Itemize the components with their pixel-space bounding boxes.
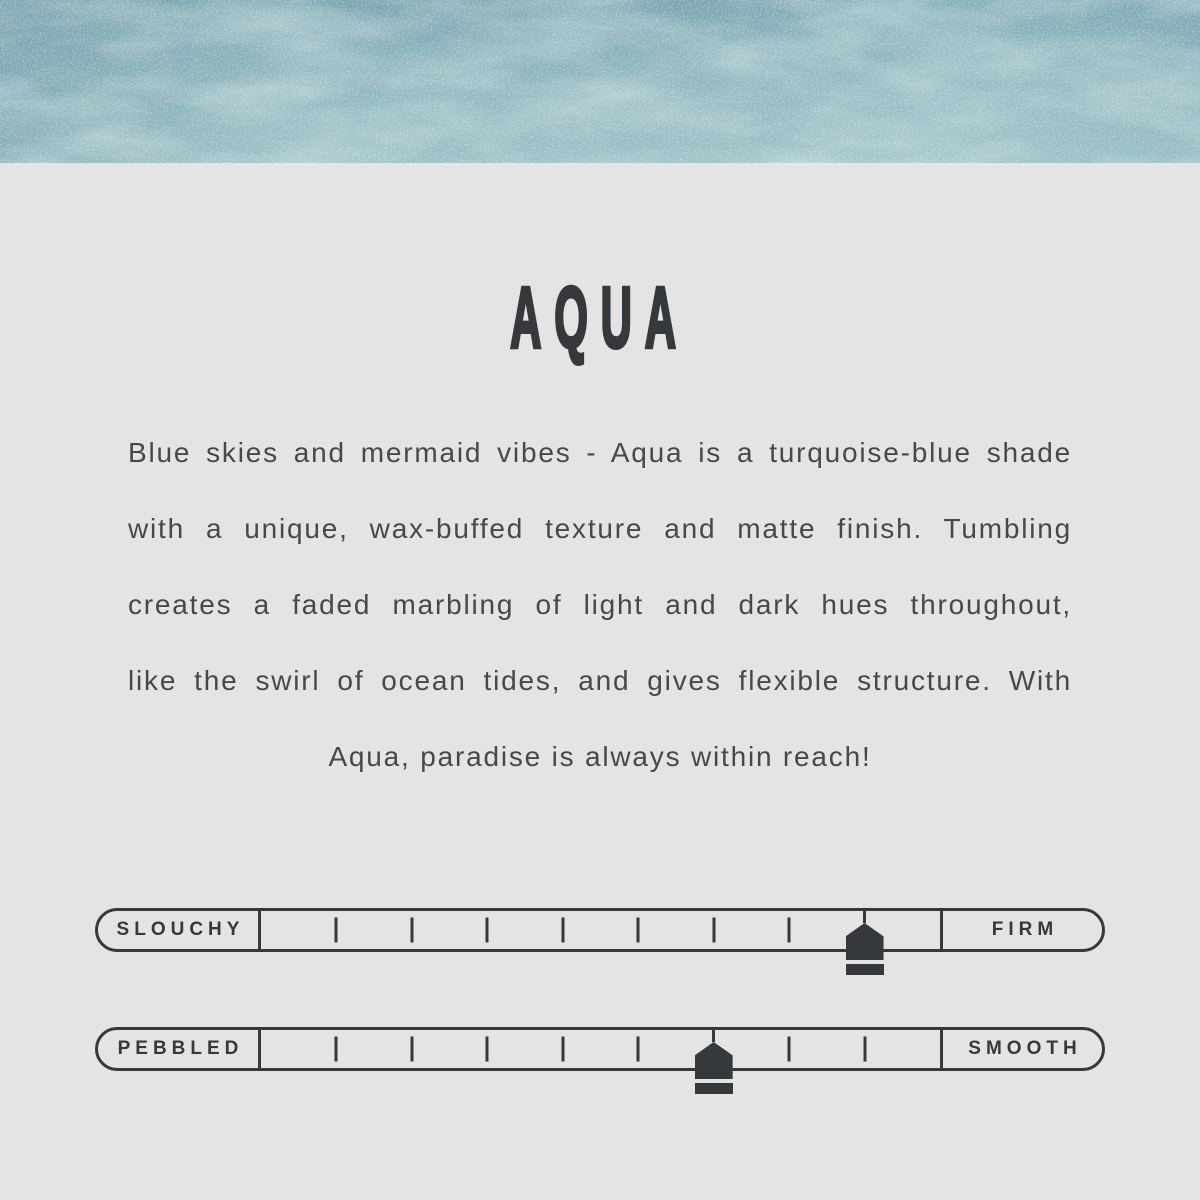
scale-tick — [712, 918, 715, 943]
scale-tick — [788, 1037, 791, 1062]
scale-tick — [410, 918, 413, 943]
structure-scale — [95, 908, 1105, 952]
description-line: Aqua, paradise is always within reach! — [328, 741, 872, 772]
page-title — [0, 270, 1200, 366]
scale-left-label: PEBBLED — [98, 1030, 261, 1068]
marker-base — [695, 1083, 733, 1094]
scale-left-label: SLOUCHY — [98, 911, 261, 949]
marker-base — [846, 964, 884, 975]
scale-tick — [863, 1037, 866, 1062]
scale-tick — [637, 1037, 640, 1062]
marker-stem — [712, 1027, 715, 1042]
leather-texture-image — [0, 0, 1200, 165]
marker-pointer-icon — [846, 923, 884, 960]
scale-right-label: FIRM — [940, 911, 1102, 949]
scale-tick — [561, 1037, 564, 1062]
scale-track — [261, 911, 940, 949]
scale-tick — [561, 918, 564, 943]
color-description — [128, 415, 1072, 795]
scale-tick — [410, 1037, 413, 1062]
scale-track — [261, 1030, 940, 1068]
scale-right-label: SMOOTH — [940, 1030, 1102, 1068]
scale-marker — [846, 908, 884, 975]
description-line: creates a faded marbling of light and dark hues throughout, — [128, 589, 1072, 620]
scale-tick — [335, 918, 338, 943]
description-line: Blue skies and mermaid vibes - Aqua is a turquoise-blue shade — [128, 437, 1072, 468]
scale-tick — [788, 918, 791, 943]
marker-stem — [863, 908, 866, 923]
scale-tick — [637, 918, 640, 943]
scale-tick — [335, 1037, 338, 1062]
scale-tick — [486, 918, 489, 943]
color-name: AQUA — [510, 270, 690, 366]
texture-scale — [95, 1027, 1105, 1071]
scale-marker — [695, 1027, 733, 1094]
attribute-scales — [95, 908, 1105, 1071]
leather-texture-banner — [0, 0, 1200, 165]
marker-pointer-icon — [695, 1042, 733, 1079]
description-line: like the swirl of ocean tides, and gives flexible structure. With — [128, 665, 1072, 696]
description-line: with a unique, wax-buffed texture and matte finish. Tumbling — [128, 513, 1072, 544]
scale-tick — [486, 1037, 489, 1062]
